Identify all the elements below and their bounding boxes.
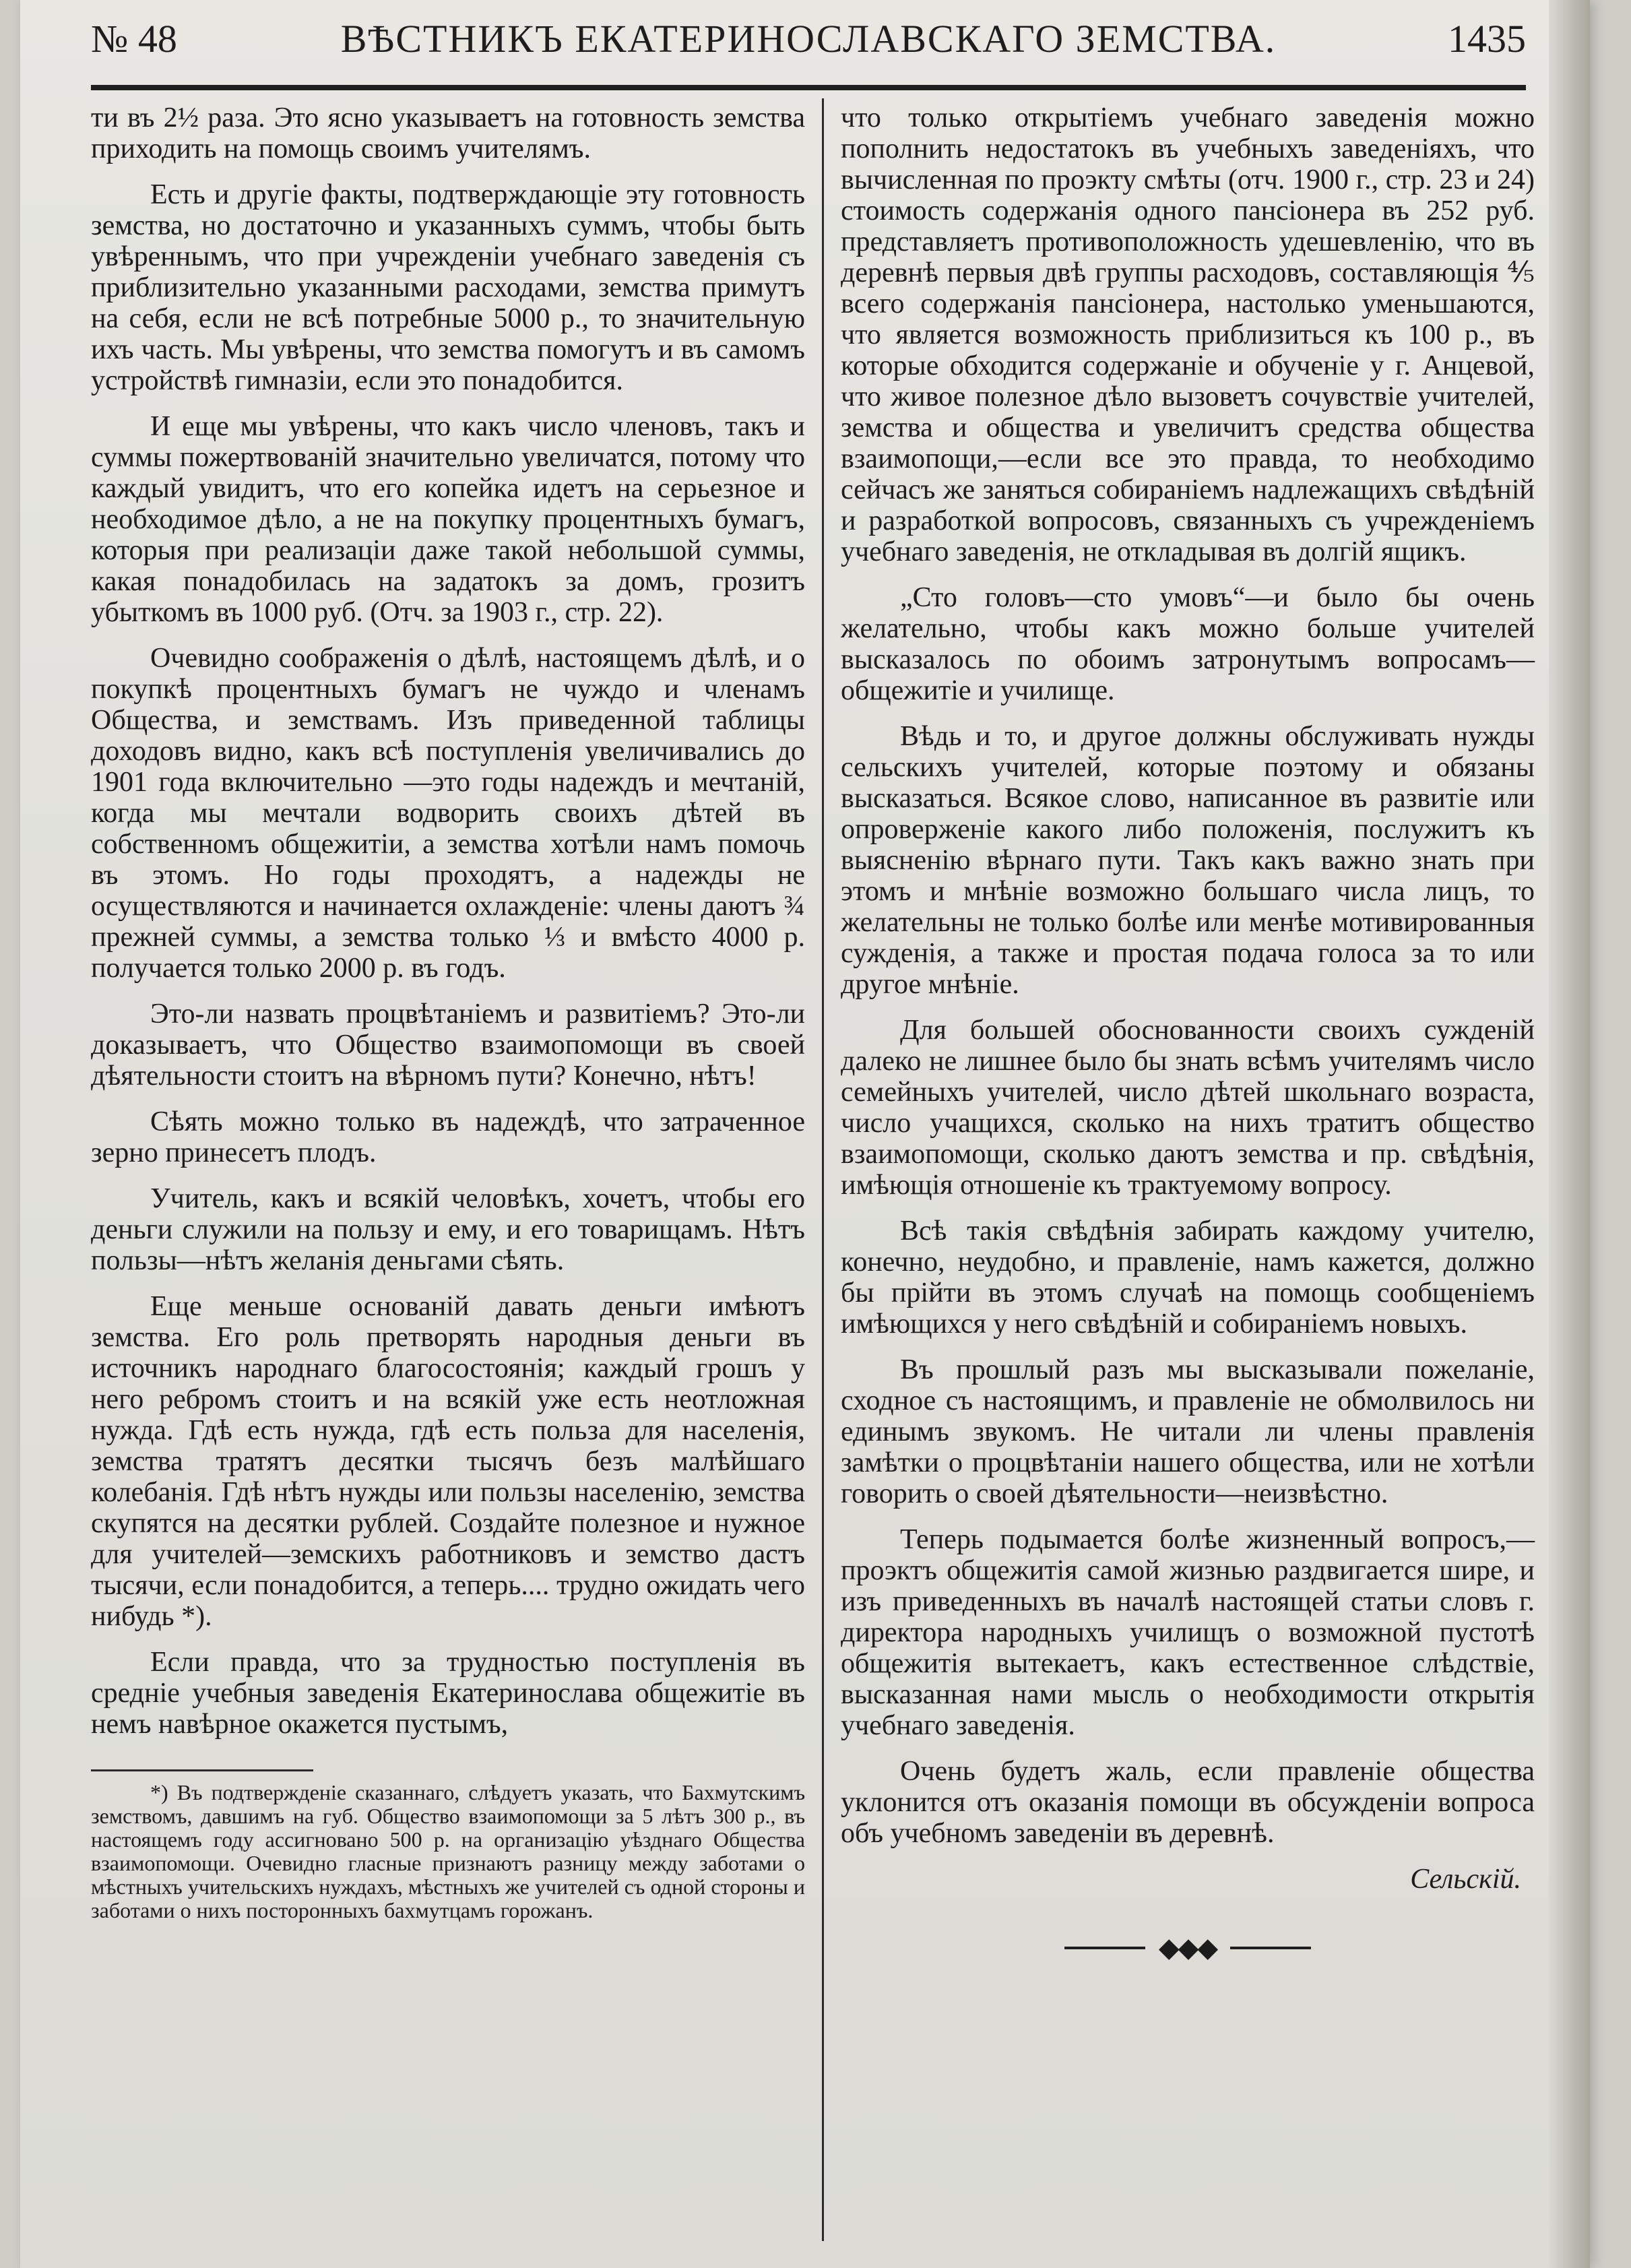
author-signature: Сельскій.: [1410, 1864, 1521, 1895]
header-rule: [91, 85, 1526, 90]
paragraph: Сѣять можно только въ надеждѣ, что затраченное зерно принесетъ плодъ.: [91, 1106, 805, 1168]
paragraph: Въ прошлый разъ мы высказывали пожеланіе, сходное съ настоящимъ, и правленіе не обмолвилось ни единымъ звукомъ. Не читали ли члены правленія замѣтки о процвѣтаніи нашего общества, или не хотѣли говорить о своей дѣятельности—неизвѣстно.: [841, 1354, 1535, 1509]
paragraph: Очень будетъ жаль, если правленіе общества уклонится отъ оказанія помощи въ обсужденіи вопроса объ учебномъ заведеніи въ деревнѣ.: [841, 1756, 1535, 1849]
end-ornament: [841, 1930, 1535, 1963]
left-column: [91, 102, 805, 1937]
paragraph: что только открытіемъ учебнаго заведенія можно пополнить недостатокъ въ учебныхъ заведеніяхъ, что вычисленная по проэкту смѣты (отч. 1900 г., стр. 23 и 24) стоимость содержанія одного пансіонера въ 252 руб. представляетъ противоположность удешевленію, что въ деревнѣ первыя двѣ группы расходовъ, составляющія ⅘ всего содержанія пансіонера, настолько уменьшаются, что является возможность приблизиться къ 100 р., въ которые обходится содержаніе и обученіе у г. Анцевой, что живое полезное дѣло вызоветъ сочувствіе учителей, земства и общества и увеличитъ средства общества взаимопощи,—если все это правда, то необходимо сейчасъ же заняться собираніемъ надлежащихъ свѣдѣній и разработкой вопросовъ, связанныхъ съ учрежденіемъ учебнаго заведенія, не откладывая въ долгій ящикъ.: [841, 102, 1535, 567]
paragraph: Очевидно соображенія о дѣлѣ, настоящемъ дѣлѣ, и о покупкѣ процентныхъ бумагъ не чуждо и членамъ Общества, и земствамъ. Изъ приведенной таблицы доходовъ видно, какъ всѣ поступленія увеличивались до 1901 года включительно —это годы надеждъ и мечтаній, когда мы мечтали водворить своихъ дѣтей въ собственномъ общежитіи, а земства хотѣли намъ помочь въ этомъ. Но годы проходятъ, а надежды не осуществляются и начинается охлажденіе: члены даютъ ¾ прежней суммы, а земства только ⅓ и вмѣсто 4000 р. получается только 2000 р. въ годъ.: [91, 643, 805, 984]
issue-number: № 48: [91, 17, 177, 61]
right-column: [841, 102, 1535, 1963]
page-fold-edge: [1549, 0, 1590, 2268]
column-divider: [822, 98, 824, 2241]
ornament-line-right: [1230, 1947, 1311, 1949]
paragraph: И еще мы увѣрены, что какъ число членовъ, такъ и суммы пожертвованій значительно увеличатся, потому что каждый увидитъ, что его копейка идетъ на серьезное и необходимое дѣло, а не на покупку процентныхъ бумагъ, которыя при реализаціи даже такой небольшой суммы, какая понадобилась на задатокъ за домъ, грозитъ убыткомъ въ 1000 руб. (Отч. за 1903 г., стр. 22).: [91, 411, 805, 628]
paragraph: Вѣдь и то, и другое должны обслуживать нужды сельскихъ учителей, которые поэтому и обязаны высказаться. Всякое слово, написанное въ развитіе или опроверженіе какого либо положенія, послужитъ къ выясненію вѣрнаго пути. Такъ какъ важно знать при этомъ и мнѣніе возможно большаго числа лицъ, то желательны не только болѣе или менѣе мотивированныя сужденія, а также и простая подача голоса за то или другое мнѣніе.: [841, 721, 1535, 1000]
page-number: 1435: [1448, 17, 1526, 61]
paragraph: ти въ 2½ раза. Это ясно указываетъ на готовность земства приходить на помощь своимъ учителямъ.: [91, 102, 805, 164]
paragraph: Для большей обоснованности своихъ сужденій далеко не лишнее было бы знать всѣмъ учителямъ число семейныхъ учителей, число дѣтей школьнаго возраста, число учащихся, сколько на нихъ тратитъ общество взаимопомощи, сколько даютъ земства и пр. свѣдѣнія, имѣющія отношеніе къ трактуемому вопросу.: [841, 1015, 1535, 1201]
journal-title: ВѢСТНИКЪ ЕКАТЕРИНОСЛАВСКАГО ЗЕМСТВА.: [340, 17, 1277, 61]
paragraph: Всѣ такія свѣдѣнія забирать каждому учителю, конечно, неудобно, и правленіе, намъ кажется, должно бы прійти въ этомъ случаѣ на помощь сообщеніемъ имѣющихся у него свѣдѣній и собираніемъ новыхъ.: [841, 1216, 1535, 1340]
paragraph: Если правда, что за трудностью поступленія въ средніе учебныя заведенія Екатеринослава общежитіе въ немъ навѣрное окажется пустымъ,: [91, 1647, 805, 1740]
footnote-rule: [91, 1769, 313, 1771]
page-header: [91, 12, 1526, 73]
paragraph: „Сто головъ—сто умовъ“—и было бы очень желательно, чтобы какъ можно больше учителей высказалось по обоимъ затронутымъ вопросамъ— общежитіе и училище.: [841, 582, 1535, 706]
paragraph: Еще меньше основаній давать деньги имѣютъ земства. Его роль претворять народныя деньги въ источникъ народнаго благосостоянія; каждый грошъ у него ребромъ стоитъ и на всякій уже есть неотложная нужда. Гдѣ есть нужда, гдѣ есть польза для населенія, земства тратятъ десятки тысячъ безъ малѣйшаго колебанія. Гдѣ нѣтъ нужды или пользы населенію, земства скупятся на десятки рублей. Создайте полезное и нужное для учителей—земскихъ работниковъ и земство дастъ тысячи, если понадобится, а теперь.... трудно ожидать чего нибудь *).: [91, 1291, 805, 1632]
paragraph: Есть и другіе факты, подтверждающіе эту готовность земства, но достаточно и указанныхъ суммъ, чтобы быть увѣреннымъ, что при учрежденіи учебнаго заведенія съ приблизительно указанными расходами, земства примутъ на себя, если не всѣ потребные 5000 р., то значительную ихъ часть. Мы увѣрены, что земства помогутъ и въ самомъ устройствѣ гимназіи, если это понадобится.: [91, 179, 805, 396]
paragraph: Теперь подымается болѣе жизненный вопросъ,— проэктъ общежитія самой жизнью раздвигается шире, и изъ приведенныхъ въ началѣ настоящей статьи словъ г. директора народныхъ училищъ о возможной пустотѣ общежитія вытекаетъ, какъ естественное слѣдствіе, высказанная нами мысль о необходимости открытія учебнаго заведенія.: [841, 1524, 1535, 1741]
ornament-glyph: ◆◆◆: [1158, 1932, 1217, 1963]
newspaper-page: [20, 0, 1590, 2268]
footnote: *) Въ подтвержденіе сказаннаго, слѣдуетъ указать, что Бахмутскимъ земствомъ, давшимъ на губ. Общество взаимопомощи за 5 лѣтъ 300 р., въ настоящемъ году ассигновано 500 р. на организацію уѣзднаго Общества взаимопомощи. Очевидно гласные признаютъ разницу между заботами о мѣстныхъ учительскихъ нуждахъ, мѣстныхъ же учителей съ одной стороны и заботами о нихъ посторонныхъ бахмутцамъ горожанъ.: [91, 1780, 805, 1922]
paragraph: Это-ли назвать процвѣтаніемъ и развитіемъ? Это-ли доказываетъ, что Общество взаимопомощи въ своей дѣятельности стоитъ на вѣрномъ пути? Конечно, нѣтъ!: [91, 999, 805, 1092]
paragraph: Учитель, какъ и всякій человѣкъ, хочетъ, чтобы его деньги служили на пользу и ему, и его товарищамъ. Нѣтъ пользы—нѣтъ желанія деньгами сѣять.: [91, 1183, 805, 1276]
ornament-line-left: [1064, 1947, 1145, 1949]
